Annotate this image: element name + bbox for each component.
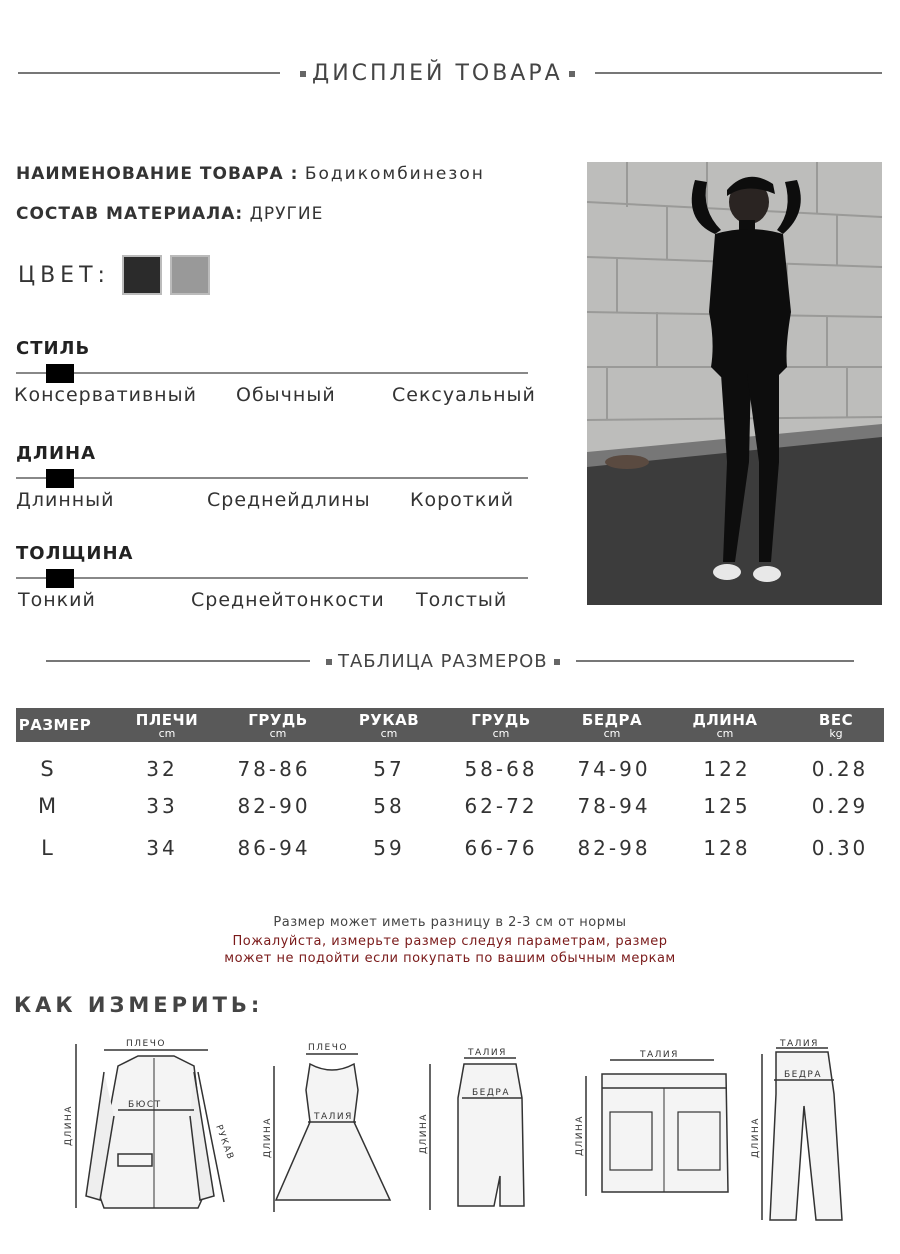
table-cell: 66-76 — [464, 836, 538, 860]
slider-thickness-knob[interactable] — [46, 569, 74, 588]
size-table-header — [16, 708, 884, 742]
color-label: ЦВЕТ: — [18, 262, 110, 288]
diagram-waist-label: ТАЛИЯ — [780, 1039, 819, 1049]
diagram-waist-label: ТАЛИЯ — [314, 1112, 353, 1122]
size-chart-header — [46, 648, 854, 674]
diagram-length-label: ДЛИНА — [64, 1105, 74, 1146]
slider-style-label: СТИЛЬ — [16, 338, 91, 359]
table-cell: 58-68 — [464, 757, 538, 781]
diagram-waist-label: ТАЛИЯ — [468, 1048, 507, 1058]
header-dot-icon — [300, 71, 306, 77]
product-display-header — [18, 58, 882, 88]
slider-length-option: Среднейдлины — [207, 489, 371, 511]
slider-length-track — [16, 477, 528, 479]
size-chart-dot-icon — [554, 659, 560, 665]
pants-measure-diagram — [746, 1034, 856, 1224]
slider-length-label: ДЛИНА — [16, 443, 97, 464]
table-cell: 0.28 — [811, 757, 869, 781]
diagram-bust-label: БЮСТ — [128, 1100, 162, 1110]
col-header-hips: БЕДРА cm — [581, 711, 643, 740]
slider-thickness-option: Среднейтонкости — [191, 589, 385, 611]
table-cell: 59 — [373, 836, 405, 860]
material-label: СОСТАВ МАТЕРИАЛА: — [16, 204, 244, 224]
header-divider-left — [18, 72, 280, 74]
table-cell: 34 — [146, 836, 178, 860]
material-line — [16, 204, 323, 224]
table-cell: 128 — [703, 836, 751, 860]
slider-style-option: Обычный — [236, 384, 336, 406]
size-label-cell: M — [37, 794, 57, 818]
table-cell: 86-94 — [237, 836, 311, 860]
slider-style-option: Сексуальный — [392, 384, 536, 406]
table-cell: 0.30 — [811, 836, 869, 860]
how-to-measure-title: КАК ИЗМЕРИТЬ: — [14, 993, 264, 1017]
diagram-sleeve-label: РУКАВ — [213, 1123, 236, 1162]
size-chart-title-wrap — [310, 651, 576, 672]
slider-thickness-option: Тонкий — [18, 589, 96, 611]
diagram-hips-label: БЕДРА — [784, 1070, 822, 1080]
color-row — [18, 254, 218, 296]
slider-thickness-option: Толстый — [416, 589, 508, 611]
color-swatch-gray[interactable] — [170, 255, 210, 295]
header-title-wrap — [280, 61, 595, 86]
col-header-bust-2: ГРУДЬ cm — [471, 711, 531, 740]
table-cell: 125 — [703, 794, 751, 818]
size-chart-title: ТАБЛИЦА РАЗМЕРОВ — [338, 650, 548, 672]
slider-length-option: Длинный — [16, 489, 115, 511]
diagram-hips-label: БЕДРА — [472, 1088, 510, 1098]
slider-style-track — [16, 372, 528, 374]
slider-length-knob[interactable] — [46, 469, 74, 488]
size-label-cell: L — [41, 836, 53, 860]
shorts-measure-diagram — [570, 1048, 730, 1202]
diagram-shoulder-label: ПЛЕЧО — [126, 1039, 166, 1049]
size-label-cell: S — [40, 757, 54, 781]
header-dot-icon — [569, 71, 575, 77]
table-cell: 33 — [146, 794, 178, 818]
size-warning-line-2: может не подойти если покупать по вашим обычным меркам — [224, 951, 676, 966]
table-cell: 82-90 — [237, 794, 311, 818]
product-name-label: НАИМЕНОВАНИЕ ТОВАРА : — [16, 164, 299, 184]
table-cell: 74-90 — [577, 757, 651, 781]
col-header-weight: ВЕС kg — [818, 711, 854, 740]
size-note: Размер может иметь разницу в 2-3 см от нормы — [273, 915, 627, 930]
size-chart-dot-icon — [326, 659, 332, 665]
slider-length-option: Короткий — [410, 489, 515, 511]
col-header-sleeve: РУКАВ cm — [358, 711, 420, 740]
diagram-waist-label: ТАЛИЯ — [640, 1050, 679, 1060]
table-cell: 32 — [146, 757, 178, 781]
slider-thickness-track — [16, 577, 528, 579]
table-cell: 62-72 — [464, 794, 538, 818]
table-cell: 58 — [373, 794, 405, 818]
slider-style-option: Консервативный — [14, 384, 197, 406]
diagram-shoulder-label: ПЛЕЧО — [308, 1043, 348, 1053]
slider-thickness-label: ТОЛЩИНА — [16, 543, 134, 564]
product-photo — [587, 162, 882, 605]
header-title: ДИСПЛЕЙ ТОВАРА — [312, 60, 563, 86]
diagram-length-label: ДЛИНА — [575, 1115, 585, 1156]
diagram-length-label: ДЛИНА — [263, 1117, 273, 1158]
header-divider-right — [595, 72, 882, 74]
dress-measure-diagram — [258, 1040, 408, 1220]
table-cell: 78-86 — [237, 757, 311, 781]
col-header-bust: ГРУДЬ cm — [248, 711, 308, 740]
skirt-measure-diagram — [418, 1046, 538, 1216]
table-cell: 82-98 — [577, 836, 651, 860]
diagram-length-label: ДЛИНА — [751, 1117, 761, 1158]
diagram-length-label: ДЛИНА — [419, 1113, 429, 1154]
product-photo-illustration — [587, 162, 882, 605]
product-name-line — [16, 164, 485, 184]
color-swatch-black[interactable] — [122, 255, 162, 295]
material-value: ДРУГИЕ — [249, 204, 324, 224]
size-chart-divider-right — [576, 660, 854, 662]
product-name-value: Бодикомбинезон — [304, 164, 485, 184]
table-cell: 57 — [373, 757, 405, 781]
table-cell: 0.29 — [811, 794, 869, 818]
table-cell: 78-94 — [577, 794, 651, 818]
col-header-size: РАЗМЕР — [18, 716, 92, 734]
table-cell: 122 — [703, 757, 751, 781]
col-header-shoulders: ПЛЕЧИ cm — [135, 711, 199, 740]
slider-style-knob[interactable] — [46, 364, 74, 383]
jacket-measure-diagram — [58, 1036, 240, 1218]
size-chart-divider-left — [46, 660, 310, 662]
size-warning-line-1: Пожалуйста, измерьте размер следуя параметрам, размер — [232, 934, 668, 949]
col-header-length: ДЛИНА cm — [692, 711, 758, 740]
